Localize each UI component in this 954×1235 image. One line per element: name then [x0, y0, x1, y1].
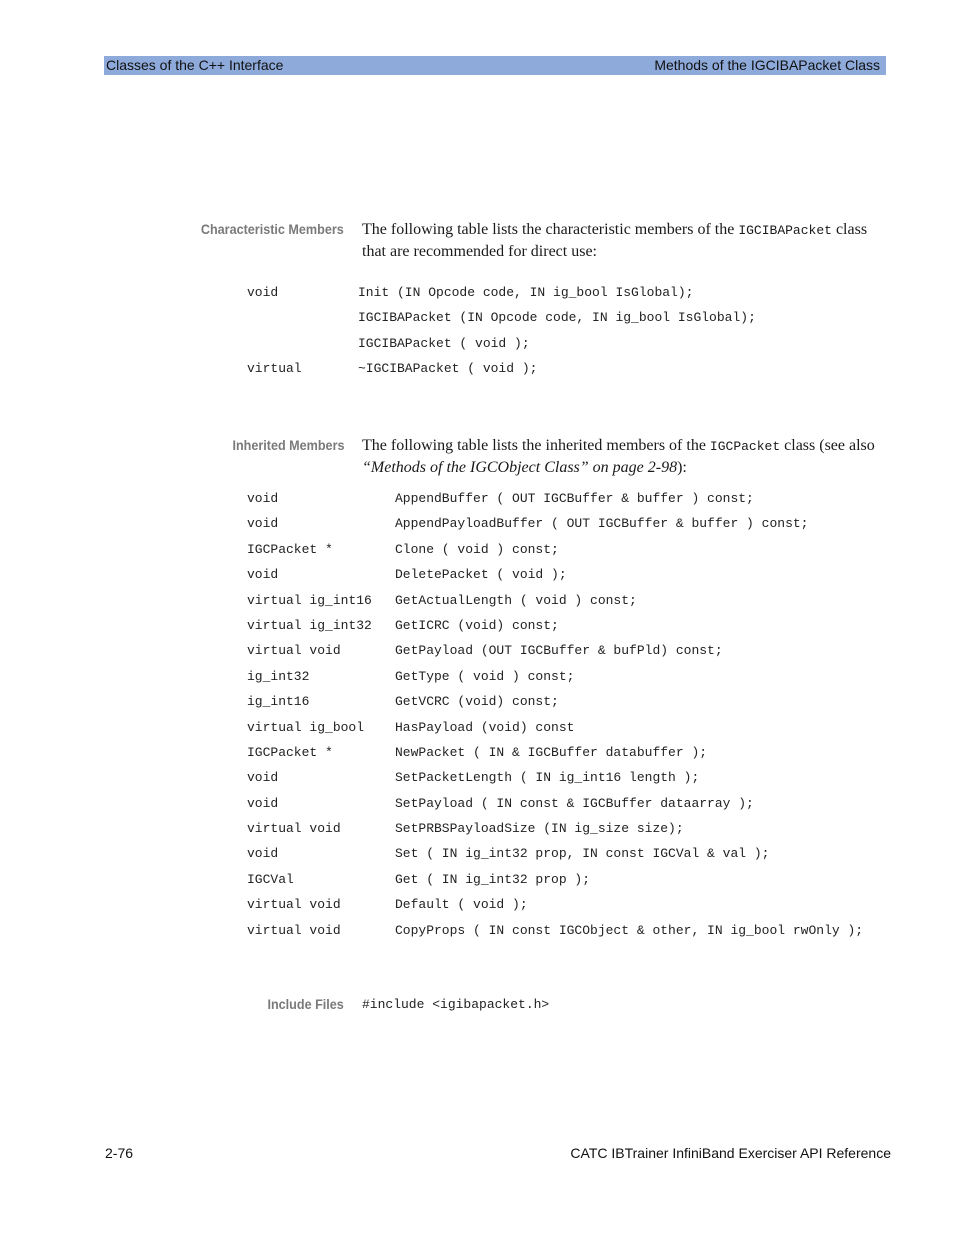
table-row	[247, 516, 887, 541]
return-type: virtual ig_bool	[247, 719, 365, 735]
method-signature: GetPayload (OUT IGCBuffer & bufPld) const;	[395, 643, 723, 659]
method-signature: SetPayload ( IN const & IGCBuffer dataarray );	[395, 795, 754, 811]
header-section-title: Classes of the C++ Interface	[106, 57, 284, 73]
method-signature: Set ( IN ig_int32 prop, IN const IGCVal & val );	[395, 846, 770, 862]
return-type: virtual void	[247, 821, 341, 837]
table-row	[247, 720, 887, 745]
return-type: void	[247, 285, 279, 300]
return-type: virtual void	[247, 897, 341, 913]
method-signature: DeletePacket ( void );	[395, 567, 567, 583]
page-number: 2-76	[105, 1145, 134, 1161]
method-signature: Get ( IN ig_int32 prop );	[395, 871, 591, 887]
table-row	[247, 593, 887, 618]
method-signature: NewPacket ( IN & IGCBuffer databuffer );	[395, 744, 708, 760]
return-type: virtual void	[247, 643, 341, 659]
intro-text: The following table lists the inherited members of the	[362, 437, 710, 454]
class-name-code: IGCPacket	[709, 439, 781, 454]
include-directive: #include <igibapacket.h>	[362, 997, 550, 1012]
table-row	[247, 618, 887, 643]
return-type: IGCPacket *	[247, 541, 333, 557]
intro-text: The following table lists the characteristic members of the	[362, 221, 739, 238]
return-type: IGCVal	[247, 871, 294, 887]
return-type: void	[247, 795, 279, 811]
return-type: void	[247, 567, 279, 583]
return-type: IGCPacket *	[247, 744, 333, 760]
intro-text-end: class that are recommended for direct use:	[362, 221, 868, 260]
include-files-heading: Include Files	[267, 996, 344, 1012]
inherited-members-table	[247, 491, 887, 948]
table-row	[247, 821, 887, 846]
return-type: ig_int32	[247, 668, 310, 684]
inherited-members-intro	[362, 435, 882, 478]
return-type: ig_int16	[247, 694, 310, 710]
class-name-code: IGCIBAPacket	[738, 223, 832, 238]
inherited-members-heading: Inherited Members	[231, 437, 344, 453]
method-signature: GetActualLength ( void ) const;	[395, 592, 637, 608]
characteristic-members-intro	[362, 219, 882, 262]
table-row	[247, 336, 887, 361]
table-row	[247, 491, 887, 516]
table-row	[247, 542, 887, 567]
method-signature: Clone ( void ) const;	[395, 541, 559, 557]
return-type: void	[247, 846, 279, 862]
footer-book-title: CATC IBTrainer InfiniBand Exerciser API Reference	[570, 1145, 891, 1161]
characteristic-members-heading: Characteristic Members	[201, 221, 344, 237]
return-type: void	[247, 491, 279, 506]
method-signature: IGCIBAPacket ( void );	[358, 335, 530, 351]
return-type: virtual	[247, 361, 302, 377]
intro-text-end: ):	[677, 459, 687, 476]
return-type: virtual ig_int16	[247, 592, 372, 608]
method-signature: HasPayload (void) const	[395, 719, 575, 735]
running-header	[104, 56, 886, 75]
return-type: virtual void	[247, 922, 341, 938]
method-signature: IGCIBAPacket (IN Opcode code, IN ig_bool IsGlobal);	[358, 310, 756, 326]
characteristic-members-table	[247, 285, 887, 387]
table-row	[247, 872, 887, 897]
table-row	[247, 694, 887, 719]
return-type: virtual ig_int32	[247, 617, 372, 633]
method-signature: GetVCRC (void) const;	[395, 694, 559, 710]
table-row	[247, 567, 887, 592]
method-signature: AppendPayloadBuffer ( OUT IGCBuffer & buffer ) const;	[395, 516, 809, 532]
header-chapter-title: Methods of the IGCIBAPacket Class	[654, 57, 880, 73]
table-row	[247, 897, 887, 922]
table-row	[247, 669, 887, 694]
table-row	[247, 745, 887, 770]
table-row	[247, 923, 887, 948]
method-signature: SetPRBSPayloadSize (IN ig_size size);	[395, 821, 684, 837]
method-signature: ~IGCIBAPacket ( void );	[358, 361, 538, 377]
table-row	[247, 361, 887, 386]
method-signature: SetPacketLength ( IN ig_int16 length );	[395, 770, 700, 786]
method-signature: GetType ( void ) const;	[395, 668, 575, 684]
return-type: void	[247, 770, 279, 786]
method-signature: Default ( void );	[395, 897, 528, 913]
table-row	[247, 643, 887, 668]
table-row	[247, 846, 887, 871]
method-signature: AppendBuffer ( OUT IGCBuffer & buffer ) const;	[395, 491, 754, 506]
table-row	[247, 796, 887, 821]
table-row	[247, 285, 887, 310]
intro-text-mid: class (see also	[780, 437, 875, 454]
cross-reference-link[interactable]: “Methods of the IGCObject Class” on page 2-98	[362, 459, 678, 476]
return-type: void	[247, 516, 279, 532]
table-row	[247, 310, 887, 335]
method-signature: Init (IN Opcode code, IN ig_bool IsGlobal);	[358, 285, 694, 300]
method-signature: GetICRC (void) const;	[395, 617, 559, 633]
table-row	[247, 770, 887, 795]
method-signature: CopyProps ( IN const IGCObject & other, IN ig_bool rwOnly );	[395, 922, 864, 938]
